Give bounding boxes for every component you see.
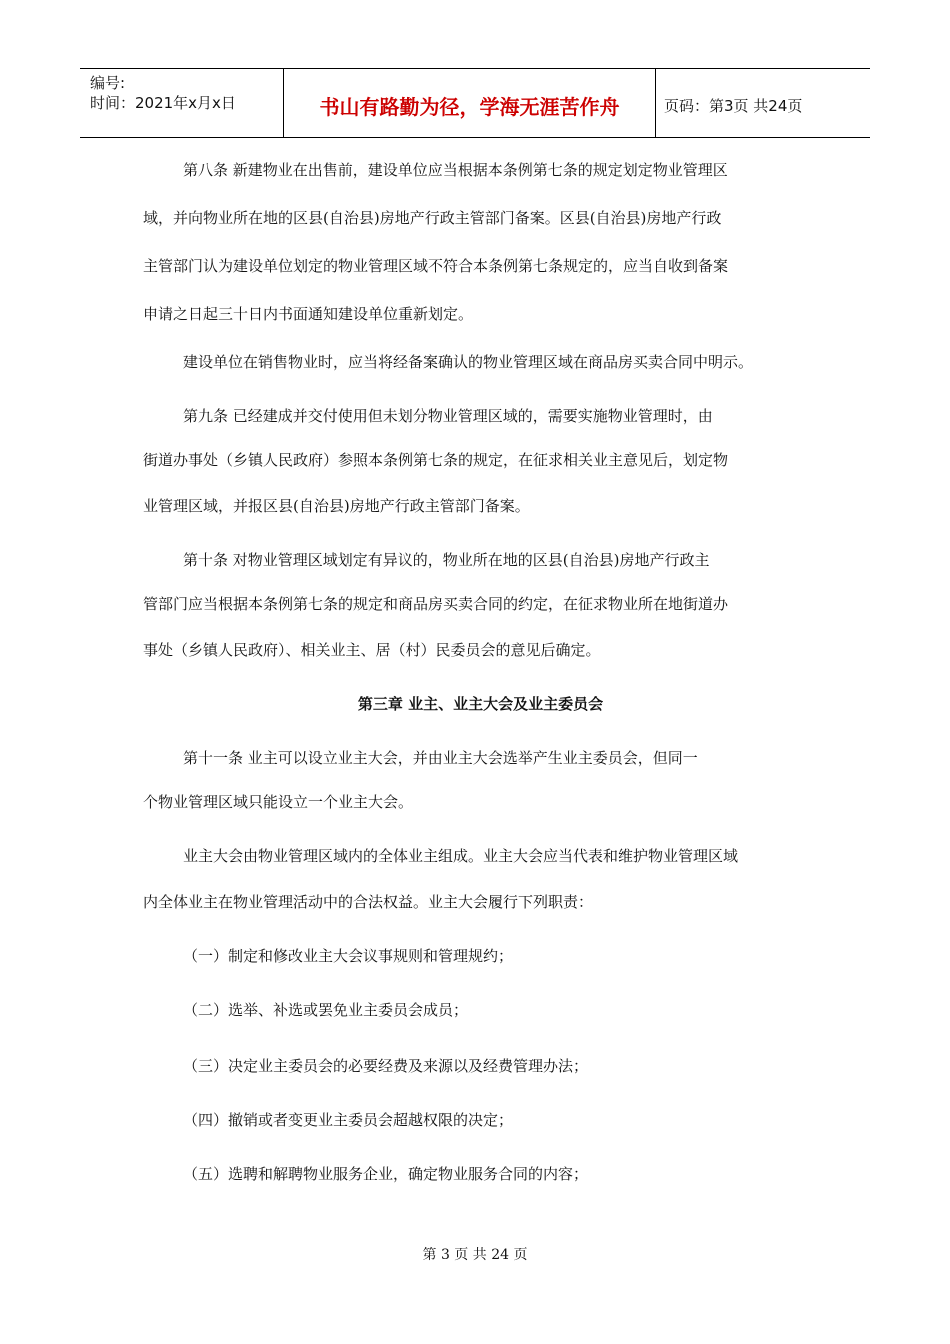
paragraph-line: 第八条 新建物业在出售前，建设单位应当根据本条例第七条的规定划定物业管理区 (183, 161, 728, 179)
header-left (80, 69, 283, 137)
page-header (80, 68, 870, 138)
paragraph-line: 业主大会由物业管理区域内的全体业主组成。业主大会应当代表和维护物业管理区域 (183, 847, 739, 865)
doc-date: 时间：2021年x月x日 (90, 94, 236, 112)
list-item: （三）决定业主委员会的必要经费及来源以及经费管理办法； (183, 1057, 589, 1075)
list-item: （四）撤销或者变更业主委员会超越权限的决定； (183, 1111, 514, 1129)
paragraph-line: 主管部门认为建设单位划定的物业管理区域不符合本条例第七条规定的，应当自收到备案 (143, 257, 729, 275)
page-footer: 第 3 页 共 24 页 (422, 1247, 528, 1263)
list-item: （二）选举、补选或罢免业主委员会成员； (183, 1001, 469, 1019)
paragraph-line: 业管理区域，并报区县(自治县)房地产行政主管部门备案。 (143, 497, 530, 515)
paragraph-line: 第十条 对物业管理区域划定有异议的，物业所在地的区县(自治县)房地产行政主 (183, 551, 710, 569)
paragraph-line: 管部门应当根据本条例第七条的规定和商品房买卖合同的约定，在征求物业所在地街道办 (143, 595, 729, 613)
header-motto: 书山有路勤为径，学海无涯苦作舟 (283, 69, 656, 137)
list-item: （一）制定和修改业主大会议事规则和管理规约； (183, 947, 514, 965)
paragraph-line: 第九条 已经建成并交付使用但未划分物业管理区域的，需要实施物业管理时，由 (183, 407, 713, 425)
paragraph-line: 域，并向物业所在地的区县(自治县)房地产行政主管部门备案。区县(自治县)房地产行政 (143, 209, 722, 227)
paragraph-line: 街道办事处（乡镇人民政府）参照本条例第七条的规定，在征求相关业主意见后，划定物 (143, 451, 729, 469)
paragraph-line: 内全体业主在物业管理活动中的合法权益。业主大会履行下列职责： (143, 893, 594, 911)
chapter-heading: 第三章 业主、业主大会及业主委员会 (357, 695, 604, 713)
paragraph-line: 申请之日起三十日内书面通知建设单位重新划定。 (143, 305, 474, 323)
doc-number-label: 编号: (90, 74, 126, 92)
paragraph-line: 第十一条 业主可以设立业主大会，并由业主大会选举产生业主委员会，但同一 (183, 749, 698, 767)
header-page-info: 页码：第3页 共24页 (664, 96, 803, 115)
paragraph-line: 个物业管理区域只能设立一个业主大会。 (143, 793, 414, 811)
paragraph-line: 事处（乡镇人民政府）、相关业主、居（村）民委员会的意见后确定。 (143, 641, 601, 659)
paragraph-line: 建设单位在销售物业时，应当将经备案确认的物业管理区域在商品房买卖合同中明示。 (183, 353, 754, 371)
list-item: （五）选聘和解聘物业服务企业，确定物业服务合同的内容； (183, 1165, 589, 1183)
